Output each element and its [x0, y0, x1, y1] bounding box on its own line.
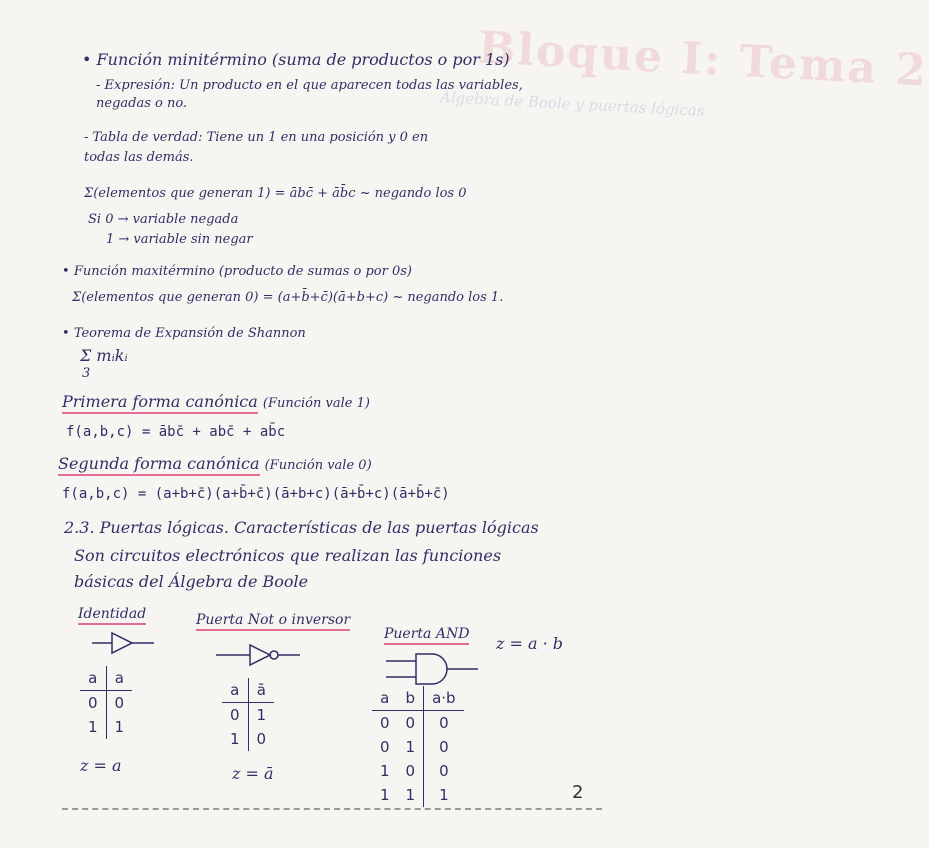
table-cell: 1: [380, 786, 390, 804]
second-canonical-formula: f(a,b,c) = (a+b+c̄)(a+b̄+c̄)(ā+b+c)(ā+b̄+c)(ā+b̄+c̄): [62, 486, 450, 502]
identity-gate-title: Identidad: [78, 606, 146, 622]
first-canonical-heading: Primera forma canónica: [62, 392, 258, 414]
table-cell: 1: [80, 715, 106, 739]
first-canonical-formula: f(a,b,c) = ābc̄ + abc̄ + ab̄c: [66, 424, 286, 440]
minterm-sum-formula: Σ(elementos que generan 1) = ābc̄ + āb̄c ~ negando los 0: [84, 186, 467, 201]
table-cell: 1: [398, 783, 424, 807]
section-body-line2: básicas del Álgebra de Boole: [74, 572, 309, 591]
table-row: [222, 703, 274, 728]
shannon-formula: Σ mᵢkᵢ: [80, 346, 128, 365]
table-header-row: [80, 666, 132, 691]
table-header: a: [372, 686, 398, 711]
table-cell: 0: [222, 703, 248, 728]
table-header: b: [398, 686, 424, 711]
maxterm-heading: • Función maxitérmino (producto de sumas o por 0s): [62, 264, 412, 279]
minterm-rule-one: 1 → variable sin negar: [106, 232, 253, 247]
table-cell: 1: [398, 735, 424, 759]
table-header: a: [106, 666, 132, 691]
table-header: a·b: [424, 686, 464, 711]
minterm-rule-zero: Si 0 → variable negada: [88, 212, 239, 227]
maxterm-product-formula: Σ(elementos que generan 0) = (a+b̄+c̄)(ā+b+c) ~ negando los 1.: [72, 290, 504, 305]
table-row: [80, 715, 132, 739]
table-cell: 1: [222, 727, 248, 751]
identity-equation: z = a: [80, 756, 122, 775]
and-gate-title: Puerta AND: [384, 626, 469, 642]
table-row: [372, 783, 464, 807]
table-cell: 0: [398, 759, 424, 783]
table-row: [372, 759, 464, 783]
section-body-line1: Son circuitos electrónicos que realizan las funciones: [74, 546, 502, 565]
table-header-row: [222, 678, 274, 703]
page-bottom-rule: [62, 808, 602, 810]
table-cell: 1: [114, 718, 125, 736]
minterm-truthtable-line1: - Tabla de verdad: Tiene un 1 en una posición y 0 en: [84, 130, 429, 145]
table-cell: 1: [380, 762, 390, 780]
not-gate-title: Puerta Not o inversor: [196, 612, 350, 628]
and-gate-symbol: [386, 652, 482, 686]
shannon-index: 3: [82, 366, 91, 381]
second-canonical-line: [58, 454, 372, 473]
table-cell: 0: [398, 711, 424, 736]
minterm-truthtable-line2: todas las demás.: [84, 150, 194, 165]
table-row: [372, 735, 464, 759]
first-canonical-line: [62, 392, 370, 411]
table-cell: 0: [80, 691, 106, 716]
table-cell: 0: [256, 730, 267, 748]
table-cell: 0: [439, 738, 449, 756]
page-number: 2: [572, 782, 584, 803]
table-header: ā: [248, 678, 274, 703]
table-cell: 1: [256, 706, 267, 724]
and-equation: z = a · b: [496, 634, 564, 653]
table-cell: 0: [380, 714, 390, 732]
table-cell: 0: [114, 694, 125, 712]
minterm-heading: • Función minitérmino (suma de productos o por 1s): [82, 50, 510, 69]
table-row: [372, 711, 464, 736]
identity-truth-table: [80, 666, 132, 739]
table-cell: 0: [439, 714, 449, 732]
table-header-row: [372, 686, 464, 711]
second-canonical-heading: Segunda forma canónica: [58, 454, 260, 476]
table-cell: 1: [439, 786, 449, 804]
section-title: 2.3. Puertas lógicas. Características de las puertas lógicas: [64, 518, 539, 537]
table-row: [222, 727, 274, 751]
and-truth-table: [372, 686, 464, 807]
table-cell: 0: [439, 762, 449, 780]
minterm-expression-line2: negadas o no.: [96, 96, 188, 111]
table-cell: 0: [380, 738, 390, 756]
first-canonical-note: (Función vale 1): [262, 396, 370, 411]
table-header: a: [222, 678, 248, 703]
not-truth-table: [222, 678, 274, 751]
bleed-through-subtitle: Álgebra de Boole y puertas lógicas: [439, 88, 705, 120]
second-canonical-note: (Función vale 0): [264, 458, 372, 473]
bleed-through-title: Bloque I: Tema 2: [476, 22, 929, 97]
minterm-expression-line1: - Expresión: Un producto en el que aparecen todas las variables,: [96, 78, 523, 93]
table-header: a: [80, 666, 106, 691]
not-gate-symbol: [216, 642, 302, 668]
buffer-gate-symbol: [92, 630, 162, 656]
table-row: [80, 691, 132, 716]
shannon-heading: • Teorema de Expansión de Shannon: [62, 326, 306, 341]
not-equation: z = ā: [232, 764, 274, 783]
